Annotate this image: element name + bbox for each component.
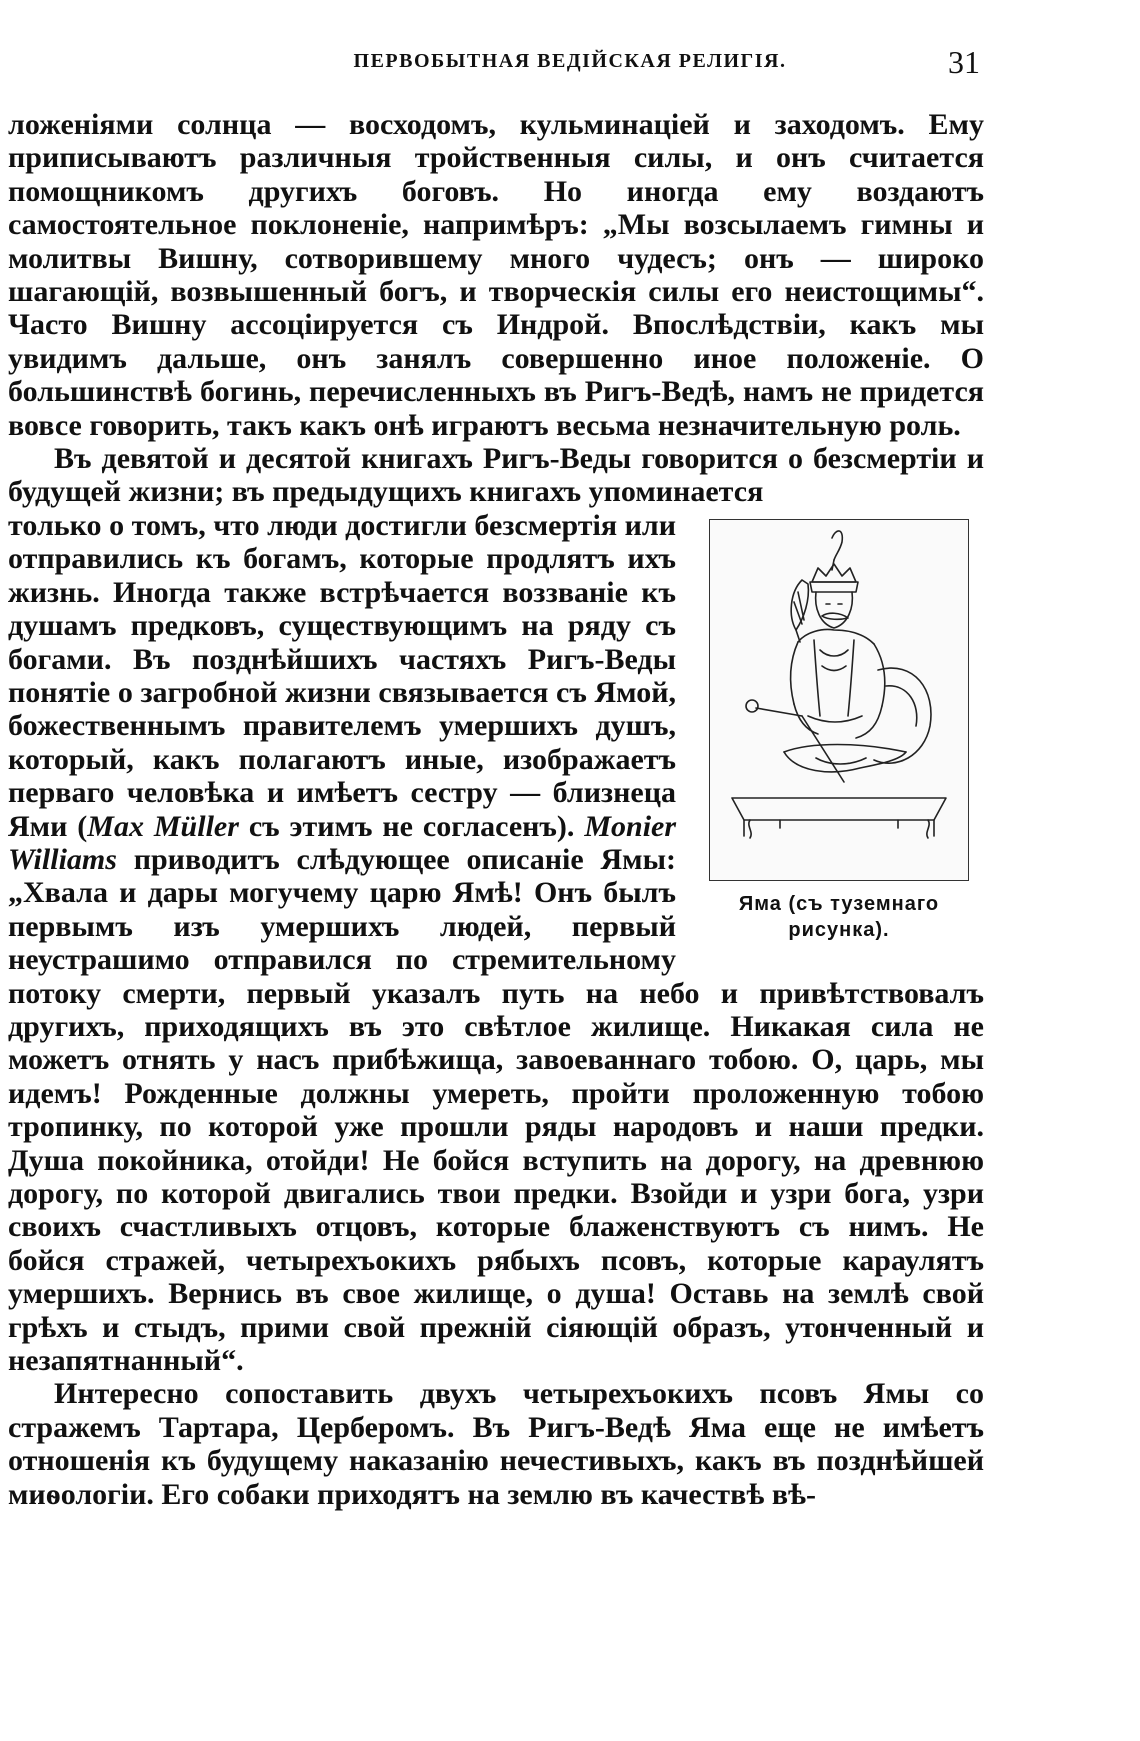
author-monier-williams: Monier Williams [8, 809, 677, 876]
p2-text-a: только о томъ, что люди достигли безсмертія или отправились къ богамъ, которые продлятъ ихъ жизнь. Иногда также встрѣчается воззваніе къ душамъ предковъ, существующимъ на ряду съ богами. Въ позднѣйшихъ частяхъ Ригъ-Веды понятіе о загробной жизни связывается съ Ямой, божественнымъ правителемъ умершихъ душъ, который, какъ полагаютъ иные, изображаетъ перваго человѣка и имѣетъ сестру — близнеца Ями ( [8, 508, 676, 843]
figure-yama [694, 519, 984, 943]
page-number: 31 [948, 44, 980, 80]
p2-text-c: приводитъ слѣдующее описаніе Ямы: „Хвала и дары могучему царю Ямѣ! Онъ былъ первымъ изъ умершихъ людей, первый неустрашимо отправился по стремительному потоку смерти, первый указалъ путь на небо и привѣтствовалъ другихъ, приходящихъ въ это свѣтлое жилище. Никакая сила не можетъ отнять у насъ прибѣжища, завоеваннаго тобою. О, царь, мы идемъ! Рожденные должны умереть, пройти проложенную тобою тропинку, по которой уже прошли ряды народовъ и наши предки. Душа покойника, отойди! Не бойся вступить на дорогу, на древнюю дорогу, по которой двигались твои предки. Взойди и узри бога, узри своихъ счастливыхъ отцовъ, которые блаженствуютъ съ нимъ. Не бойся стражей, четырехъокихъ рябыхъ псовъ, которые караулятъ умершихъ. Вернись въ свое жилище, о душа! Оставь на землѣ свой грѣхъ и стыдъ, прими свой прежній сіяющій образъ, утонченный и незапятнанный“. [8, 842, 984, 1378]
figure-caption: Яма (съ туземнаго рисунка). [738, 892, 940, 941]
paragraph-1: ложеніями солнца — восходомъ, кульминаціей и заходомъ. Ему приписываютъ различныя тройственныя силы, и онъ считается помощникомъ другихъ боговъ. Но иногда ему воздаютъ самостоятельное поклоненіе, напримѣръ: „Мы возсылаемъ гимны и молитвы Вишну, сотворившему много чудесъ; онъ — широко шагающій, возвышенный богъ, и творческія силы его неистощимы“. Часто Вишну ассоціируется съ Индрой. Впослѣдствіи, какъ мы увидимъ дальше, онъ занялъ совершенно иное положеніе. О большинствѣ богинь, перечисленныхъ въ Ригъ-Ведѣ, намъ не придется вовсе говорить, такъ какъ онѣ играютъ весьма незначительную роль. [8, 108, 984, 442]
running-title: ПЕРВОБЫТНАЯ ВЕДІЙСКАЯ РЕЛИГІЯ. [353, 50, 787, 72]
p2-text-b: съ этимъ не согласенъ). [238, 809, 585, 843]
body-text [8, 108, 984, 1511]
paragraph-3: Интересно сопоставить двухъ четырехъокихъ псовъ Ямы со стражемъ Тартара, Церберомъ. Въ Ригъ-Ведѣ Яма еще не имѣетъ отношенія къ будущему наказанію нечестивыхъ, какъ въ позднѣйшей миѳологіи. Его собаки приходятъ на землю въ качествѣ вѣ- [8, 1377, 984, 1511]
author-max-muller: Max Müller [87, 809, 239, 843]
paragraph-2-lead: Въ девятой и десятой книгахъ Ригъ-Веды говорится о безсмертіи и будущей жизни; въ предыдущихъ книгахъ упоминается [8, 442, 984, 509]
page-header [0, 44, 1140, 84]
yama-drawing-icon [710, 520, 968, 880]
yama-illustration [709, 519, 969, 881]
